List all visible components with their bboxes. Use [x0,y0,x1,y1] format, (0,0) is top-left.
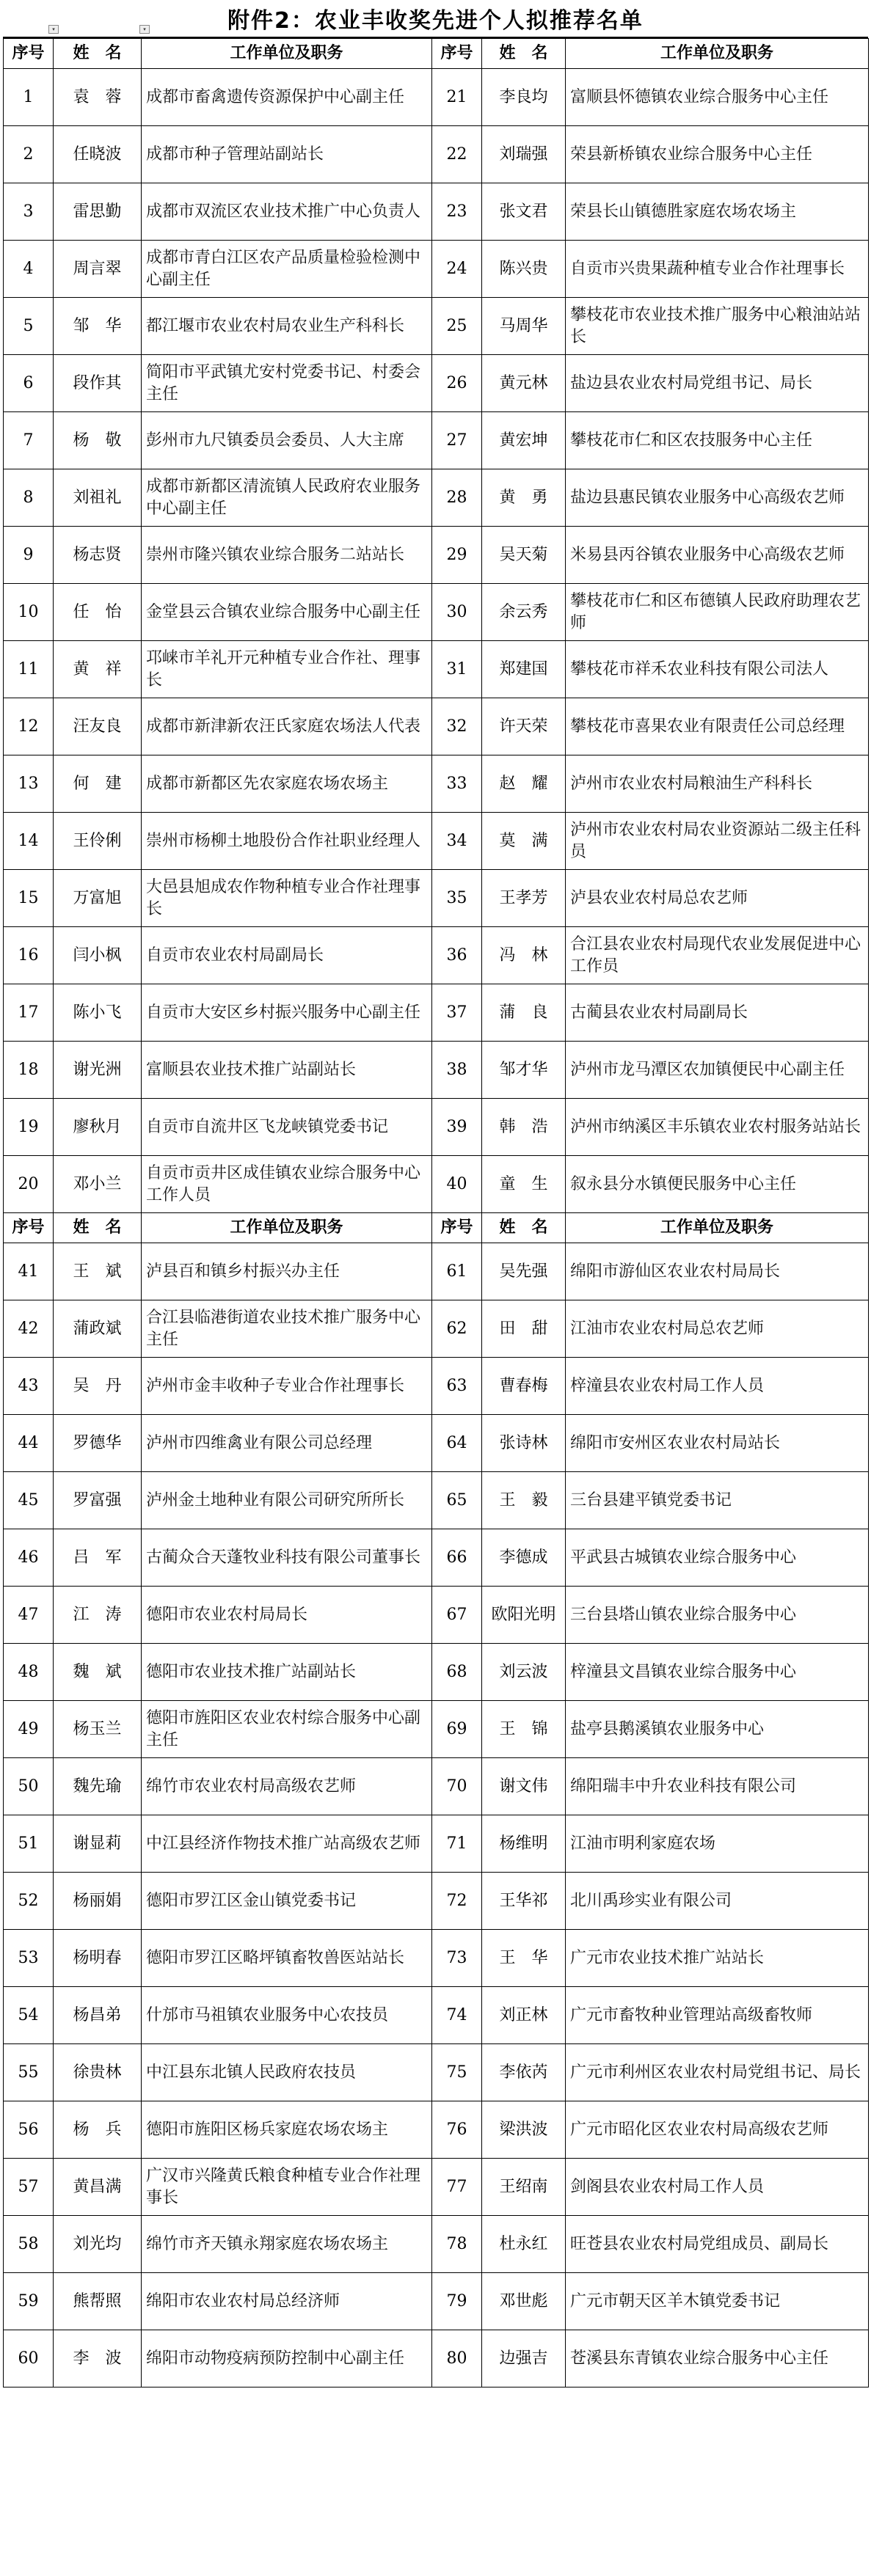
row-number: 64 [432,1415,482,1472]
person-name: 王孝芳 [482,870,566,927]
person-name: 周言翠 [54,241,142,298]
person-name: 杨 敬 [54,412,142,469]
filter-dropdown-icon[interactable]: ▾ [139,25,150,34]
person-name: 马周华 [482,298,566,355]
table-row [4,698,869,755]
person-name: 罗富强 [54,1472,142,1529]
person-name: 任 怡 [54,584,142,641]
unit-and-position: 自贡市农业农村局副局长 [142,927,432,984]
header-row [4,39,869,69]
person-name: 韩 浩 [482,1099,566,1156]
person-name: 冯 林 [482,927,566,984]
row-number: 70 [432,1758,482,1815]
table-row [4,1358,869,1415]
person-name: 吴天菊 [482,527,566,584]
unit-and-position: 成都市新津新农汪氏家庭农场法人代表 [142,698,432,755]
row-number: 31 [432,641,482,698]
row-number: 77 [432,2159,482,2216]
person-name: 曹春梅 [482,1358,566,1415]
row-number: 65 [432,1472,482,1529]
person-name: 李良均 [482,69,566,126]
row-number: 3 [4,183,54,241]
table-row [4,2044,869,2101]
row-number: 30 [432,584,482,641]
person-name: 谢文伟 [482,1758,566,1815]
unit-and-position: 德阳市农业技术推广站副站长 [142,1644,432,1701]
row-number: 29 [432,527,482,584]
row-number: 50 [4,1758,54,1815]
unit-and-position: 泸州市农业农村局农业资源站二级主任科员 [566,813,869,870]
table-row [4,1300,869,1358]
row-number: 33 [432,755,482,813]
unit-and-position: 剑阁县农业农村局工作人员 [566,2159,869,2216]
person-name: 许天荣 [482,698,566,755]
person-name: 陈小飞 [54,984,142,1042]
person-name: 陈兴贵 [482,241,566,298]
row-number: 56 [4,2101,54,2159]
table-row [4,69,869,126]
person-name: 江 涛 [54,1587,142,1644]
row-number: 41 [4,1243,54,1300]
row-number: 80 [432,2330,482,2387]
person-name: 吴 丹 [54,1358,142,1415]
row-number: 13 [4,755,54,813]
person-name: 魏先瑜 [54,1758,142,1815]
row-number: 67 [432,1587,482,1644]
row-number: 44 [4,1415,54,1472]
person-name: 余云秀 [482,584,566,641]
row-number: 57 [4,2159,54,2216]
person-name: 李德成 [482,1529,566,1587]
person-name: 杜永红 [482,2216,566,2273]
unit-and-position: 大邑县旭成农作物种植专业合作社理事长 [142,870,432,927]
row-number: 63 [432,1358,482,1415]
person-name: 李依芮 [482,2044,566,2101]
person-name: 邓小兰 [54,1156,142,1213]
row-number: 22 [432,126,482,183]
header-name: 姓 名 [54,1213,142,1243]
table-row [4,126,869,183]
unit-and-position: 绵阳市游仙区农业农村局局长 [566,1243,869,1300]
unit-and-position: 泸州市龙马潭区农加镇便民中心副主任 [566,1042,869,1099]
unit-and-position: 攀枝花市祥禾农业科技有限公司法人 [566,641,869,698]
row-number: 53 [4,1930,54,1987]
person-name: 万富旭 [54,870,142,927]
person-name: 杨丽娟 [54,1873,142,1930]
table-row [4,1644,869,1701]
row-number: 47 [4,1587,54,1644]
unit-and-position: 成都市新都区先农家庭农场农场主 [142,755,432,813]
unit-and-position: 江油市明利家庭农场 [566,1815,869,1873]
unit-and-position: 广元市利州区农业农村局党组书记、局长 [566,2044,869,2101]
unit-and-position: 自贡市兴贵果蔬种植专业合作社理事长 [566,241,869,298]
filter-dropdown-icon[interactable]: ▾ [48,25,59,34]
row-number: 48 [4,1644,54,1701]
unit-and-position: 古蔺众合天蓬牧业科技有限公司董事长 [142,1529,432,1587]
person-name: 吴先强 [482,1243,566,1300]
unit-and-position: 古蔺县农业农村局副局长 [566,984,869,1042]
unit-and-position: 梓潼县文昌镇农业综合服务中心 [566,1644,869,1701]
row-number: 10 [4,584,54,641]
unit-and-position: 自贡市大安区乡村振兴服务中心副主任 [142,984,432,1042]
row-number: 46 [4,1529,54,1587]
person-name: 杨昌弟 [54,1987,142,2044]
row-number: 68 [432,1644,482,1701]
unit-and-position: 泸州市四维禽业有限公司总经理 [142,1415,432,1472]
person-name: 赵 耀 [482,755,566,813]
unit-and-position: 都江堰市农业农村局农业生产科科长 [142,298,432,355]
header-unit: 工作单位及职务 [142,1213,432,1243]
unit-and-position: 旺苍县农业农村局党组成员、副局长 [566,2216,869,2273]
table-row [4,1930,869,1987]
row-number: 25 [432,298,482,355]
table-row [4,755,869,813]
table-row [4,927,869,984]
page-title: 附件2：农业丰收奖先进个人拟推荐名单 [227,8,644,34]
header-name: 姓 名 [482,1213,566,1243]
row-number: 26 [432,355,482,412]
header-no: 序号 [4,39,54,69]
unit-and-position: 德阳市农业农村局局长 [142,1587,432,1644]
row-number: 35 [432,870,482,927]
person-name: 雷思勤 [54,183,142,241]
row-number: 39 [432,1099,482,1156]
row-number: 24 [432,241,482,298]
unit-and-position: 广汉市兴隆黄氏粮食种植专业合作社理事长 [142,2159,432,2216]
row-number: 62 [432,1300,482,1358]
person-name: 梁洪波 [482,2101,566,2159]
person-name: 王 斌 [54,1243,142,1300]
table-row [4,870,869,927]
row-number: 6 [4,355,54,412]
unit-and-position: 德阳市罗江区略坪镇畜牧兽医站站长 [142,1930,432,1987]
row-number: 37 [432,984,482,1042]
unit-and-position: 盐亭县鹅溪镇农业服务中心 [566,1701,869,1758]
unit-and-position: 绵竹市农业农村局高级农艺师 [142,1758,432,1815]
row-number: 7 [4,412,54,469]
person-name: 袁 蓉 [54,69,142,126]
person-name: 莫 满 [482,813,566,870]
row-number: 36 [432,927,482,984]
row-number: 1 [4,69,54,126]
person-name: 郑建国 [482,641,566,698]
person-name: 黄元林 [482,355,566,412]
row-number: 43 [4,1358,54,1415]
person-name: 刘瑞强 [482,126,566,183]
unit-and-position: 彭州市九尺镇委员会委员、人大主席 [142,412,432,469]
unit-and-position: 攀枝花市农业技术推广服务中心粮油站站长 [566,298,869,355]
row-number: 5 [4,298,54,355]
row-number: 55 [4,2044,54,2101]
table-row [4,1587,869,1644]
person-name: 杨志贤 [54,527,142,584]
row-number: 32 [432,698,482,755]
header-name: 姓 名 [482,39,566,69]
person-name: 谢光洲 [54,1042,142,1099]
row-number: 2 [4,126,54,183]
unit-and-position: 绵阳瑞丰中升农业科技有限公司 [566,1758,869,1815]
person-name: 段作其 [54,355,142,412]
header-unit: 工作单位及职务 [142,39,432,69]
table-row [4,355,869,412]
person-name: 杨维明 [482,1815,566,1873]
unit-and-position: 成都市畜禽遗传资源保护中心副主任 [142,69,432,126]
table-row [4,1701,869,1758]
row-number: 59 [4,2273,54,2330]
row-number: 11 [4,641,54,698]
row-number: 12 [4,698,54,755]
row-number: 17 [4,984,54,1042]
unit-and-position: 成都市青白江区农产品质量检验检测中心副主任 [142,241,432,298]
unit-and-position: 成都市种子管理站副站长 [142,126,432,183]
row-number: 40 [432,1156,482,1213]
unit-and-position: 叙永县分水镇便民服务中心主任 [566,1156,869,1213]
person-name: 黄宏坤 [482,412,566,469]
table-row [4,2330,869,2387]
unit-and-position: 合江县临港街道农业技术推广服务中心主任 [142,1300,432,1358]
person-name: 边强吉 [482,2330,566,2387]
person-name: 汪友良 [54,698,142,755]
row-number: 74 [432,1987,482,2044]
unit-and-position: 邛崃市羊礼开元种植专业合作社、理事长 [142,641,432,698]
person-name: 蒲 良 [482,984,566,1042]
unit-and-position: 崇州市隆兴镇农业综合服务二站站长 [142,527,432,584]
person-name: 熊帮照 [54,2273,142,2330]
table-row [4,527,869,584]
person-name: 蒲政斌 [54,1300,142,1358]
row-number: 69 [432,1701,482,1758]
person-name: 刘云波 [482,1644,566,1701]
person-name: 闫小枫 [54,927,142,984]
table-row [4,1099,869,1156]
table-row [4,412,869,469]
table-row [4,1758,869,1815]
unit-and-position: 广元市昭化区农业农村局高级农艺师 [566,2101,869,2159]
row-number: 42 [4,1300,54,1358]
person-name: 刘祖礼 [54,469,142,527]
person-name: 徐贵林 [54,2044,142,2101]
row-number: 66 [432,1529,482,1587]
unit-and-position: 泸州市金丰收种子专业合作社理事长 [142,1358,432,1415]
unit-and-position: 绵阳市动物疫病预防控制中心副主任 [142,2330,432,2387]
unit-and-position: 泸县农业农村局总农艺师 [566,870,869,927]
unit-and-position: 绵阳市农业农村局总经济师 [142,2273,432,2330]
unit-and-position: 泸县百和镇乡村振兴办主任 [142,1243,432,1300]
row-number: 15 [4,870,54,927]
row-number: 8 [4,469,54,527]
row-number: 14 [4,813,54,870]
person-name: 田 甜 [482,1300,566,1358]
table-row [4,298,869,355]
table-row [4,1529,869,1587]
row-number: 20 [4,1156,54,1213]
row-number: 71 [432,1815,482,1873]
person-name: 王绍南 [482,2159,566,2216]
row-number: 60 [4,2330,54,2387]
person-name: 廖秋月 [54,1099,142,1156]
unit-and-position: 攀枝花市仁和区农技服务中心主任 [566,412,869,469]
person-name: 杨玉兰 [54,1701,142,1758]
row-number: 16 [4,927,54,984]
unit-and-position: 北川禹珍实业有限公司 [566,1873,869,1930]
table-row [4,1243,869,1300]
table-row [4,2216,869,2273]
unit-and-position: 简阳市平武镇尤安村党委书记、村委会主任 [142,355,432,412]
header-no: 序号 [432,1213,482,1243]
person-name: 王华祁 [482,1873,566,1930]
row-number: 75 [432,2044,482,2101]
unit-and-position: 绵阳市安州区农业农村局站长 [566,1415,869,1472]
header-name: 姓 名 [54,39,142,69]
person-name: 谢显莉 [54,1815,142,1873]
row-number: 23 [432,183,482,241]
person-name: 黄 祥 [54,641,142,698]
unit-and-position: 三台县建平镇党委书记 [566,1472,869,1529]
unit-and-position: 广元市朝天区羊木镇党委书记 [566,2273,869,2330]
table-row [4,984,869,1042]
row-number: 51 [4,1815,54,1873]
person-name: 李 波 [54,2330,142,2387]
person-name: 童 生 [482,1156,566,1213]
table-row [4,1815,869,1873]
person-name: 王伶俐 [54,813,142,870]
unit-and-position: 平武县古城镇农业综合服务中心 [566,1529,869,1587]
person-name: 王 锦 [482,1701,566,1758]
row-number: 38 [432,1042,482,1099]
unit-and-position: 泸州金土地种业有限公司研究所所长 [142,1472,432,1529]
row-number: 21 [432,69,482,126]
unit-and-position: 荣县新桥镇农业综合服务中心主任 [566,126,869,183]
unit-and-position: 成都市双流区农业技术推广中心负责人 [142,183,432,241]
table-row [4,2159,869,2216]
row-number: 76 [432,2101,482,2159]
unit-and-position: 德阳市旌阳区杨兵家庭农场农场主 [142,2101,432,2159]
person-name: 何 建 [54,755,142,813]
unit-and-position: 富顺县怀德镇农业综合服务中心主任 [566,69,869,126]
row-number: 18 [4,1042,54,1099]
unit-and-position: 自贡市贡井区成佳镇农业综合服务中心工作人员 [142,1156,432,1213]
row-number: 52 [4,1873,54,1930]
table-row [4,241,869,298]
unit-and-position: 合江县农业农村局现代农业发展促进中心工作员 [566,927,869,984]
unit-and-position: 中江县东北镇人民政府农技员 [142,2044,432,2101]
person-name: 杨明春 [54,1930,142,1987]
person-name: 邹才华 [482,1042,566,1099]
unit-and-position: 江油市农业农村局总农艺师 [566,1300,869,1358]
table-row [4,1415,869,1472]
unit-and-position: 金堂县云合镇农业综合服务中心副主任 [142,584,432,641]
title-row [3,0,868,38]
person-name: 魏 斌 [54,1644,142,1701]
person-name: 任晓波 [54,126,142,183]
table-row [4,2101,869,2159]
unit-and-position: 广元市畜牧种业管理站高级畜牧师 [566,1987,869,2044]
table-row [4,813,869,870]
unit-and-position: 广元市农业技术推广站站长 [566,1930,869,1987]
unit-and-position: 攀枝花市喜果农业有限责任公司总经理 [566,698,869,755]
person-name: 欧阳光明 [482,1587,566,1644]
row-number: 72 [432,1873,482,1930]
table-row [4,1472,869,1529]
person-name: 黄昌满 [54,2159,142,2216]
header-unit: 工作单位及职务 [566,1213,869,1243]
unit-and-position: 中江县经济作物技术推广站高级农艺师 [142,1815,432,1873]
table-row [4,1156,869,1213]
table-row [4,1042,869,1099]
unit-and-position: 苍溪县东青镇农业综合服务中心主任 [566,2330,869,2387]
row-number: 27 [432,412,482,469]
row-number: 9 [4,527,54,584]
row-number: 54 [4,1987,54,2044]
unit-and-position: 三台县塔山镇农业综合服务中心 [566,1587,869,1644]
row-number: 45 [4,1472,54,1529]
person-name: 吕 军 [54,1529,142,1587]
table-row [4,1987,869,2044]
unit-and-position: 攀枝花市仁和区布德镇人民政府助理农艺师 [566,584,869,641]
header-no: 序号 [432,39,482,69]
header-row [4,1213,869,1243]
person-name: 邹 华 [54,298,142,355]
unit-and-position: 荣县长山镇德胜家庭农场农场主 [566,183,869,241]
unit-and-position: 盐边县农业农村局党组书记、局长 [566,355,869,412]
unit-and-position: 什邡市马祖镇农业服务中心农技员 [142,1987,432,2044]
row-number: 58 [4,2216,54,2273]
person-name: 张诗林 [482,1415,566,1472]
person-name: 王 毅 [482,1472,566,1529]
recommendation-table [3,38,869,2387]
header-unit: 工作单位及职务 [566,39,869,69]
header-no: 序号 [4,1213,54,1243]
table-row [4,1873,869,1930]
table-row [4,584,869,641]
unit-and-position: 德阳市罗江区金山镇党委书记 [142,1873,432,1930]
row-number: 34 [432,813,482,870]
row-number: 28 [432,469,482,527]
row-number: 19 [4,1099,54,1156]
unit-and-position: 米易县丙谷镇农业服务中心高级农艺师 [566,527,869,584]
table-row [4,2273,869,2330]
table-row [4,469,869,527]
row-number: 4 [4,241,54,298]
row-number: 73 [432,1930,482,1987]
unit-and-position: 绵竹市齐天镇永翔家庭农场农场主 [142,2216,432,2273]
unit-and-position: 成都市新都区清流镇人民政府农业服务中心副主任 [142,469,432,527]
person-name: 罗德华 [54,1415,142,1472]
person-name: 张文君 [482,183,566,241]
person-name: 王 华 [482,1930,566,1987]
unit-and-position: 德阳市旌阳区农业农村综合服务中心副主任 [142,1701,432,1758]
person-name: 邓世彪 [482,2273,566,2330]
unit-and-position: 崇州市杨柳土地股份合作社职业经理人 [142,813,432,870]
unit-and-position: 自贡市自流井区飞龙峡镇党委书记 [142,1099,432,1156]
row-number: 78 [432,2216,482,2273]
person-name: 刘光均 [54,2216,142,2273]
row-number: 49 [4,1701,54,1758]
table-row [4,183,869,241]
unit-and-position: 泸州市纳溪区丰乐镇农业农村服务站站长 [566,1099,869,1156]
person-name: 刘正林 [482,1987,566,2044]
row-number: 61 [432,1243,482,1300]
row-number: 79 [432,2273,482,2330]
person-name: 杨 兵 [54,2101,142,2159]
table-row [4,641,869,698]
unit-and-position: 富顺县农业技术推广站副站长 [142,1042,432,1099]
unit-and-position: 盐边县惠民镇农业服务中心高级农艺师 [566,469,869,527]
person-name: 黄 勇 [482,469,566,527]
unit-and-position: 梓潼县农业农村局工作人员 [566,1358,869,1415]
unit-and-position: 泸州市农业农村局粮油生产科科长 [566,755,869,813]
